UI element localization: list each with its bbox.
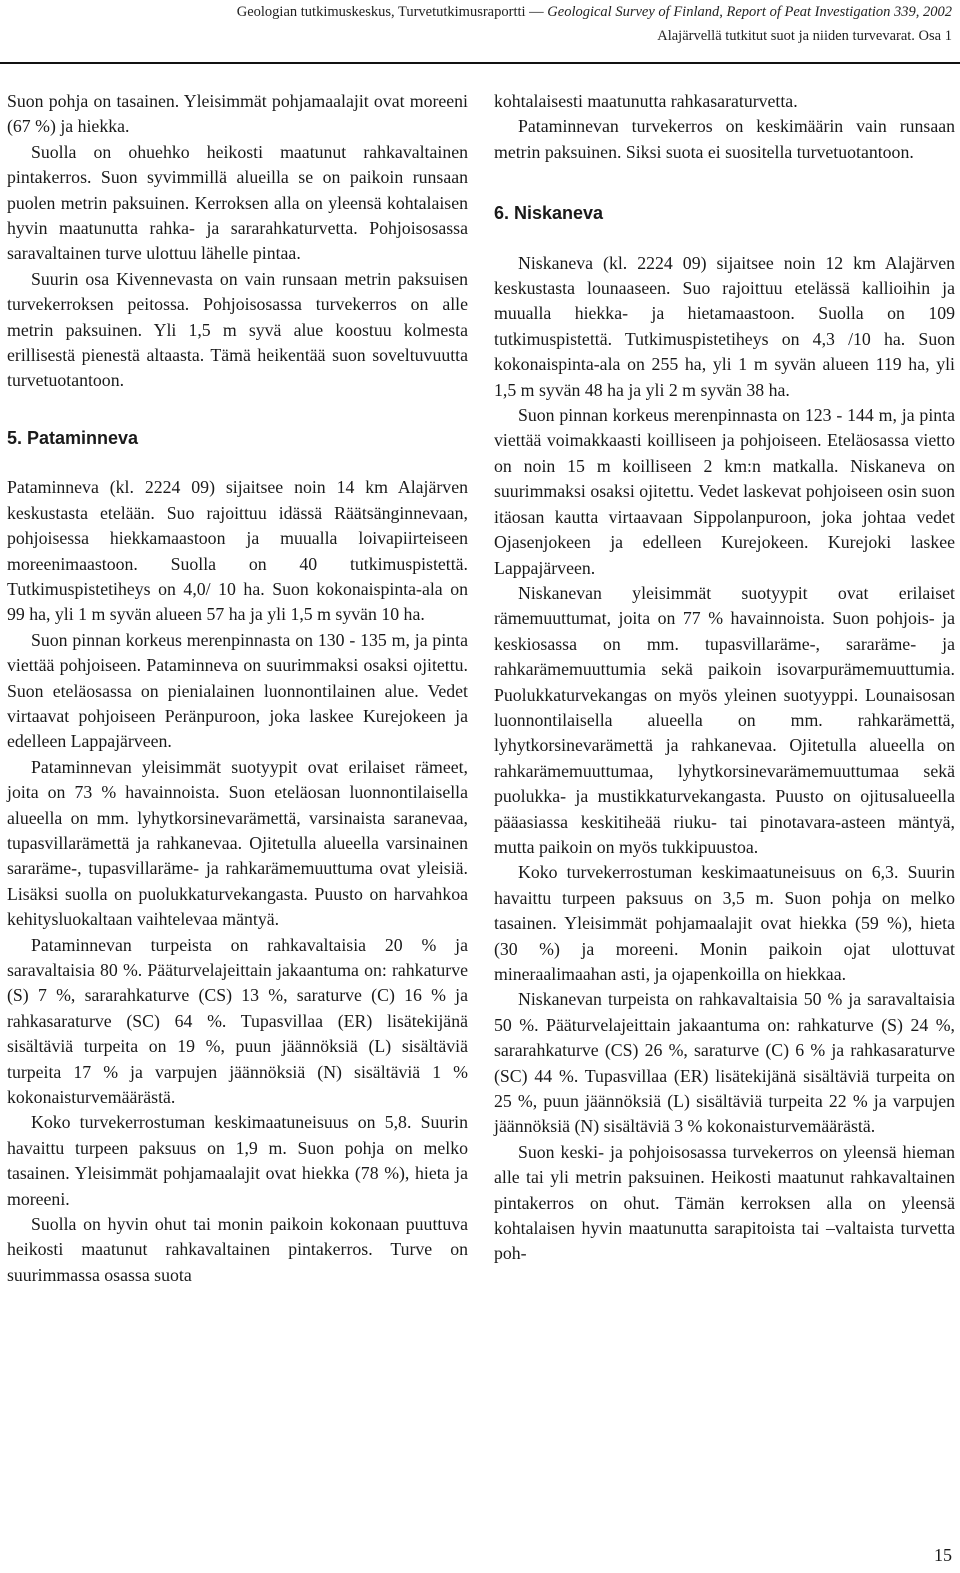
running-header xyxy=(8,0,952,48)
paragraph: Suon keski- ja pohjoisosassa turvekerros on yleensä hieman alle tai yli metrin paksuinen. Heikosti maatunut rahkavaltainen pintakerros on ohut. Tämän kerroksen alla on yleensä kohtalaisen hyvin maatunutta sarapitoista tai –valtaista turvetta poh- xyxy=(494,1141,955,1264)
paragraph: Suurin osa Kivennevasta on vain runsaan metrin paksuisen turvekerroksen peitossa. Pohjoisosassa turvekerros on alle metrin paksuinen. Yli 1,5 m syvä alue koostuu kolmesta erillisestä pienestä altaasta. Tämä heikentää suon soveltuvuutta turvetuotantoon. xyxy=(7,268,468,391)
paragraph: Suon pinnan korkeus merenpinnasta on 123 - 144 m, ja pinta viettää voimakkaasti koilliseen ja pohjoiseen. Eteläosassa vietto on noin 15 m koilliseen 2 km:n matkalla. Niskaneva on suurimmaksi osaksi ojitettu. Vedet laskevat pohjoiseen osin suon itäosan kautta virtaavaan Sippolanpuroon, joka johtaa vedet Ojasenjokeen ja edelleen Kurejokeen. Kurejoki laskee Lappajärveen. xyxy=(494,405,955,578)
right-column xyxy=(494,89,955,1267)
section-heading-niskaneva: 6. Niskaneva xyxy=(494,203,604,224)
paragraph: Niskanevan yleisimmät suotyypit ovat erilaiset rämemuuttumat, joita on 77 % havainnoista. Suon pohjois- ja keskiosassa on mm. tupasvillaräme-, sararäme- ja rahkarämemuuttumia sekä paikoin isovarpurämemuuttumia. Puolukkaturvekangas on myös yleinen suotyyppi. Lounaisosan luonnontilaisella alueella on mm. rahkarämettä, lyhytkorsinevarämettä ja rahkanevaa. Ojitetulla alueella on rahkarämemuuttumaa, lyhytkorsinevarämemuuttumaa sekä puolukka- ja mustikkaturvekangasta. Puusto on ojitusalueella pääasiassa keskitiheää riuku- tai pinotavara-asteen mäntyä, mutta paikoin on myös tukkipuustoa. xyxy=(494,582,955,857)
left-column xyxy=(7,89,468,1288)
header-series-line xyxy=(8,0,952,24)
paragraph: Suon pohja on tasainen. Yleisimmät pohjamaalajit ovat moreeni (67 %) ja hiekka. xyxy=(7,91,468,137)
header-rule xyxy=(0,62,960,64)
paragraph: Suon pinnan korkeus merenpinnasta on 130 - 135 m, ja pinta viettää pohjoiseen. Pataminneva on suurimmaksi osaksi ojitettu. Suon eteläosassa on pienialainen luonnontilainen alue. Vedet virtaavat pohjoiseen Peränpuroon, joka laskee Kurejokeen ja edelleen Lappajärveen. xyxy=(7,629,468,752)
header-series-finnish: Geologian tutkimuskeskus, Turvetutkimusraportti — xyxy=(236,4,548,20)
paragraph: Suolla on ohuehko heikosti maatunut rahkavaltainen pintakerros. Suon syvimmillä alueilla se on paikoin runsaan puolen metrin paksuinen. Kerroksen alla on yleensä kohtalaisen hyvin maatunutta rahka- ja sararahkaturvetta. Pohjoisosassa saravaltainen turve ulottuu lähelle pintaa. xyxy=(7,141,468,264)
paragraph: Koko turvekerrostuman keskimaatuneisuus on 6,3. Suurin havaittu turpeen paksuus on 3,5 m. Suon pohja on melko tasainen. Yleisimmät pohjamaalajit ovat hiekka (59 %), hieta (30 %) ja moreeni. Monin paikoin ojat ulottuvat mineraalimaahan asti, ja ojapenkoilla on hiekkaa. xyxy=(494,862,955,984)
paragraph: Pataminneva (kl. 2224 09) sijaitsee noin 14 km Alajärven keskustasta etelään. Suo rajoittuu idässä Räätsänginnevaan, pohjoisessa hiekkamaastoon ja muualla loivapiirteiseen moreenimaastoon. Suolla on 40 tutkimuspistettä. Tutkimuspistetiheys on 4,0/ 10 ha. Suon kokonaispinta-ala on 99 ha, yli 1 m syvän alueen 57 ha ja yli 1,5 m syvän 10 ha. xyxy=(7,477,468,625)
section-heading-pataminneva: 5. Pataminneva xyxy=(7,427,139,448)
header-series-english: Geological Survey of Finland, Report of Peat Investigation 339, 2002 xyxy=(547,4,952,20)
paragraph: Pataminnevan yleisimmät suotyypit ovat erilaiset rämeet, joita on 73 % havainnoista. Suon eteläosan luonnontilaisella alueella on mm. lyhytkorsinevarämettä, varsinaista saranevaa, tupasvillarämettä ja rahkanevaa. Ojitetulla alueella varsinainen sararäme-, tupasvillaräme- ja rahkarämemuuttuma ovat yleisiä. Lisäksi suolla on puolukkaturvekangasta. Puusto on harvahkoa kehitysluokaltaan vaihtelevaa mäntyä. xyxy=(7,756,468,930)
page-number: 15 xyxy=(934,1545,952,1565)
paragraph: kohtalaisesti maatunutta rahkasaraturvetta. xyxy=(494,91,798,111)
paragraph: Niskaneva (kl. 2224 09) sijaitsee noin 12 km Alajärven keskustasta lounaaseen. Suo rajoittuu etelässä kallioihin ja muualla hiekka- ja hietamaastoon. Suolla on 109 tutkimuspistettä. Tutkimuspistetiheys on 4,3 /10 ha. Suon kokonaispinta-ala on 255 ha, yli 1 m syvän alueen 119 ha, yli 1,5 m syvän 48 ha ja yli 2 m syvän 38 ha. xyxy=(494,252,955,400)
paragraph: Pataminnevan turpeista on rahkavaltaisia 20 % ja saravaltaisia 80 %. Pääturvelajeittain jakaantuma on: rahkaturve (S) 7 %, sararahkaturve (CS) 13 %, saraturve (C) 16 % ja rahkasaraturve (SC) 64 %. Tupasvillaa (ER) lisätekijänä sisältäviä turpeita on 19 %, puun jäännöksiä (L) sisältäviä turpeita 17 % ja varpujen jäännöksiä (N) sisältäviä 1 % kokonaisturvemäärästä. xyxy=(7,934,468,1108)
paragraph: Pataminnevan turvekerros on keskimäärin vain runsaan metrin paksuinen. Siksi suota ei suositella turvetuotantoon. xyxy=(494,116,955,162)
paragraph: Suolla on hyvin ohut tai monin paikoin kokonaan puuttuva heikosti maatunut rahkavaltainen pintakerros. Turve on suurimmassa osassa suota xyxy=(7,1214,468,1285)
header-report-title: Alajärvellä tutkitut suot ja niiden turvevarat. Osa 1 xyxy=(657,28,952,44)
paragraph: Niskanevan turpeista on rahkavaltaisia 50 % ja saravaltaisia 50 %. Pääturvelajeittain jakaantuma on: rahkaturve (S) 24 %, sararahkaturve (CS) 26 %, saraturve (C) 6 % ja rahkasaraturve (SC) 44 %. Tupasvillaa (ER) lisätekijänä sisältäviä turpeita on 25 %, puun jäännöksiä (L) sisältäviä turpeita 22 % ja varpujen jäännöksiä (N) sisältäviä 3 % kokonaisturvemäärästä. xyxy=(494,989,955,1137)
paragraph: Koko turvekerrostuman keskimaatuneisuus on 5,8. Suurin havaittu turpeen paksuus on 1,9 m. Suon pohja on melko tasainen. Yleisimmät pohjamaalajit ovat hiekka (78 %), hieta ja moreeni. xyxy=(7,1112,468,1209)
